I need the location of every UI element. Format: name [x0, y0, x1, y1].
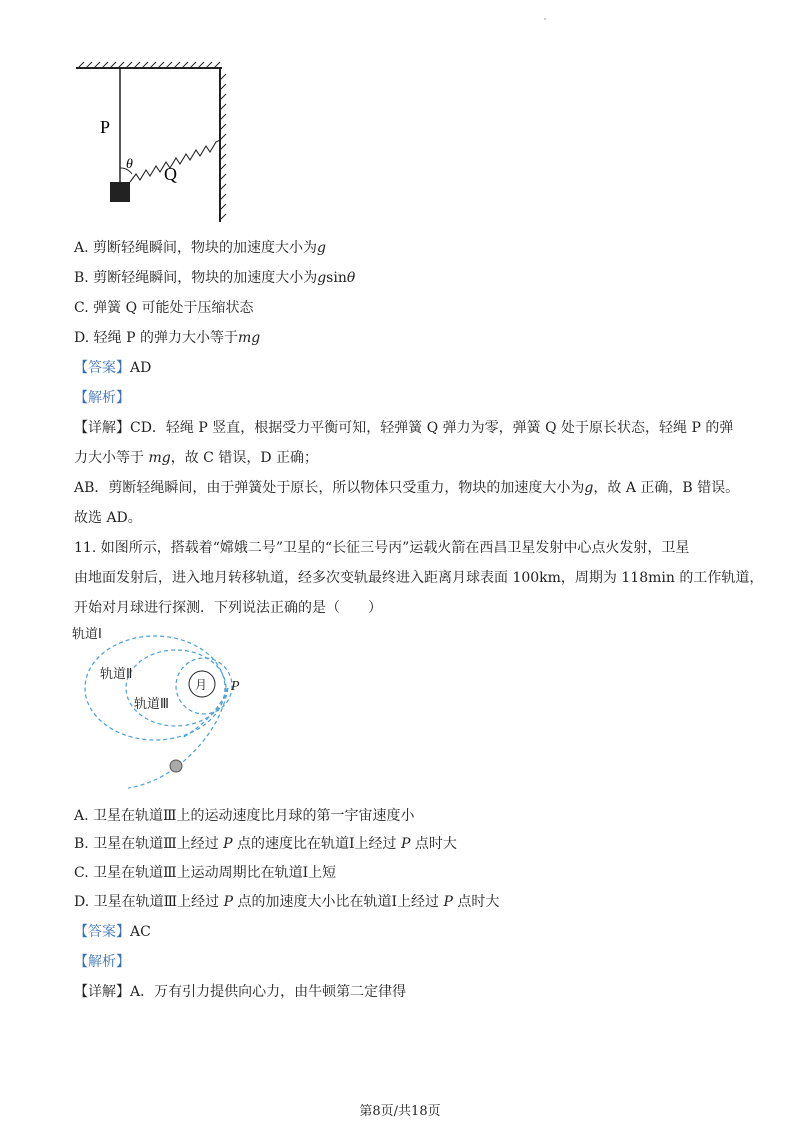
q10-detail-1: 【详解】CD．轻绳 P 竖直，根据受力平衡可知，轻弹簧 Q 弹力为零，弹簧 Q 处于原长状态，轻绳 P 的弹 [74, 420, 734, 436]
page-footer: 第8页/共18页 [359, 1104, 441, 1119]
moon-label: 月 [195, 678, 208, 692]
q10-option-c: C. 弹簧 Q 可能处于压缩状态 [74, 300, 254, 316]
label-theta: θ [126, 157, 133, 172]
q10-option-d: D. 轻绳 P 的弹力大小等于mg [74, 330, 261, 346]
q10-analysis-tag: 【解析】 [74, 390, 130, 406]
rope-spring-figure [70, 60, 240, 230]
q11-stem-3: 开始对月球进行探测．下列说法正确的是（ ） [74, 600, 382, 616]
scan-dot [544, 18, 546, 20]
q10-detail-2: 力大小等于 mg，故 C 错误，D 正确； [74, 450, 318, 466]
label-p: P [100, 117, 111, 137]
q11-answer: 【答案】AC [74, 924, 151, 940]
q11-option-b: B. 卫星在轨道Ⅲ上经过 P 点的速度比在轨道Ⅰ上经过 P 点时大 [74, 836, 457, 852]
orbit-2-label: 轨道Ⅱ [100, 667, 133, 682]
q11-option-c: C. 卫星在轨道Ⅲ上运动周期比在轨道Ⅰ上短 [74, 865, 337, 881]
q10-option-b: B. 剪断轻绳瞬间，物块的加速度大小为gsinθ [74, 270, 356, 286]
point-p-label: P [231, 679, 240, 694]
q11-option-d: D. 卫星在轨道Ⅲ上经过 P 点的加速度大小比在轨道Ⅰ上经过 P 点时大 [74, 894, 500, 910]
q11-detail-1: 【详解】A．万有引力提供向心力，由牛顿第二定律得 [74, 984, 407, 1000]
orbit-figure [70, 622, 260, 792]
q11-analysis-tag: 【解析】 [74, 954, 130, 970]
q10-detail-3: AB．剪断轻绳瞬间，由于弹簧处于原长，所以物体只受重力，物块的加速度大小为g，故 A 正确，B 错误。 [74, 480, 740, 496]
q10-option-a: A. 剪断轻绳瞬间，物块的加速度大小为g [74, 240, 326, 256]
q11-stem-2: 由地面发射后，进入地月转移轨道，经多次变轨最终进入距离月球表面 100km，周期为 118min 的工作轨道， [74, 570, 764, 586]
q11-stem-1: 11. 如图所示，搭载着“嫦娥二号”卫星的“长征三号丙”运载火箭在西昌卫星发射中心点火发射，卫星 [74, 540, 690, 556]
label-q: Q [164, 164, 177, 184]
q11-option-a: A. 卫星在轨道Ⅲ上的运动速度比月球的第一宇宙速度小 [74, 808, 415, 824]
orbit-1-label: 轨道Ⅰ [72, 627, 102, 642]
orbit-3-label: 轨道Ⅲ [134, 697, 169, 712]
q10-detail-4: 故选 AD。 [74, 510, 142, 526]
q10-answer: 【答案】AD [74, 360, 152, 376]
